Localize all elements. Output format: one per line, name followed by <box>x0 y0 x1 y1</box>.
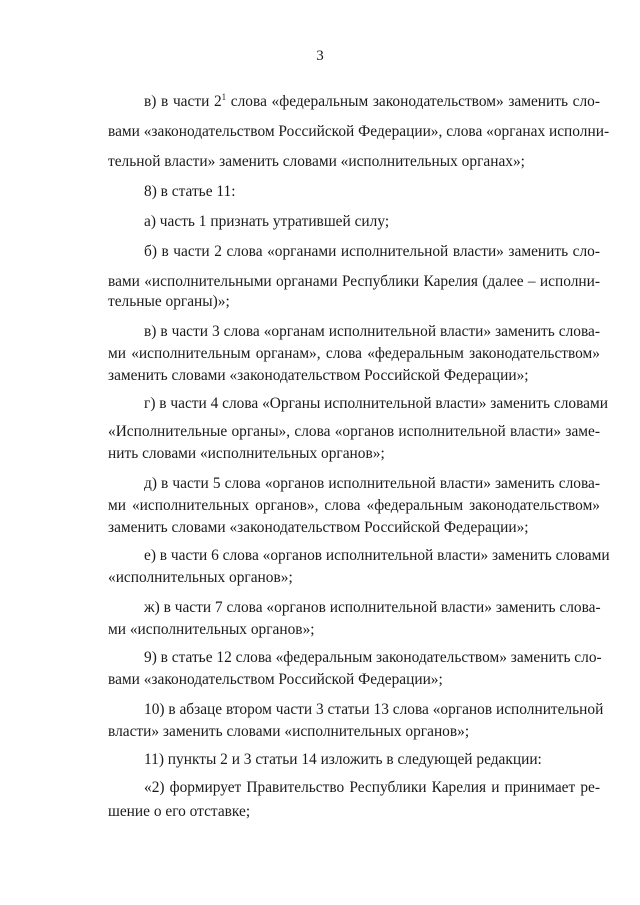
paragraph-line: е) в части 6 слова «органов исполнительной власти» заменить словами <box>144 547 610 564</box>
superscript: 1 <box>221 92 227 102</box>
paragraph-line: вами «законодательством Российской Федерации», слова «органах исполни- <box>108 123 610 140</box>
paragraph-line: 9) в статье 12 слова «федеральным законодательством» заменить сло- <box>144 649 602 666</box>
paragraph-line: б) в части 2 слова «органами исполнительной власти» заменить сло- <box>144 243 600 260</box>
paragraph-line: в) в части 3 слова «органам исполнительной власти» заменить слова- <box>144 323 600 340</box>
paragraph-line: г) в части 4 слова «Органы исполнительной власти» заменить словами <box>144 395 608 412</box>
paragraph-line: вами «законодательством Российской Федерации»; <box>108 671 443 688</box>
paragraph-line: ми «исполнительным органам», слова «федеральным законодательством» <box>108 345 600 362</box>
paragraph-line: заменить словами «законодательством Российской Федерации»; <box>108 367 529 384</box>
paragraph-line: шение о его отставке; <box>108 803 251 820</box>
paragraph-line: «исполнительных органов»; <box>108 569 293 586</box>
paragraph-line: заменить словами «законодательством Российской Федерации»; <box>108 519 529 536</box>
paragraph-line: ж) в части 7 слова «органов исполнительной власти» заменить слова- <box>144 599 601 616</box>
paragraph-line: д) в части 5 слова «органов исполнительной власти» заменить слова- <box>144 475 600 492</box>
paragraph-line: а) часть 1 признать утратившей силу; <box>144 213 390 230</box>
paragraph-line: власти» заменить словами «исполнительных органов»; <box>108 723 470 740</box>
paragraph-line: нить словами «исполнительных органов»; <box>108 445 385 462</box>
page-number: 3 <box>316 48 324 64</box>
paragraph-line: 11) пункты 2 и 3 статьи 14 изложить в следующей редакции: <box>144 751 542 768</box>
paragraph-line: вами «исполнительными органами Республики Карелия (далее – исполни- <box>108 273 600 290</box>
paragraph-line: тельные органы)»; <box>108 293 230 310</box>
paragraph-line: ми «исполнительных органов»; <box>108 621 315 638</box>
paragraph-line: тельной власти» заменить словами «исполнительных органах»; <box>108 153 525 170</box>
paragraph-line: «2) формирует Правительство Республики Карелия и принимает ре- <box>144 779 600 796</box>
paragraph-line: ми «исполнительных органов», слова «федеральным законодательством» <box>108 497 600 514</box>
paragraph-line: 10) в абзаце втором части 3 статьи 13 слова «органов исполнительной <box>144 701 604 718</box>
paragraph-line: 8) в статье 11: <box>144 183 236 200</box>
paragraph-line: в) в части $2^1$ слова «федеральным законодательством» заменить сло- <box>144 92 601 110</box>
paragraph-line: «Исполнительные органы», слова «органов исполнительной власти» заме- <box>108 423 600 440</box>
